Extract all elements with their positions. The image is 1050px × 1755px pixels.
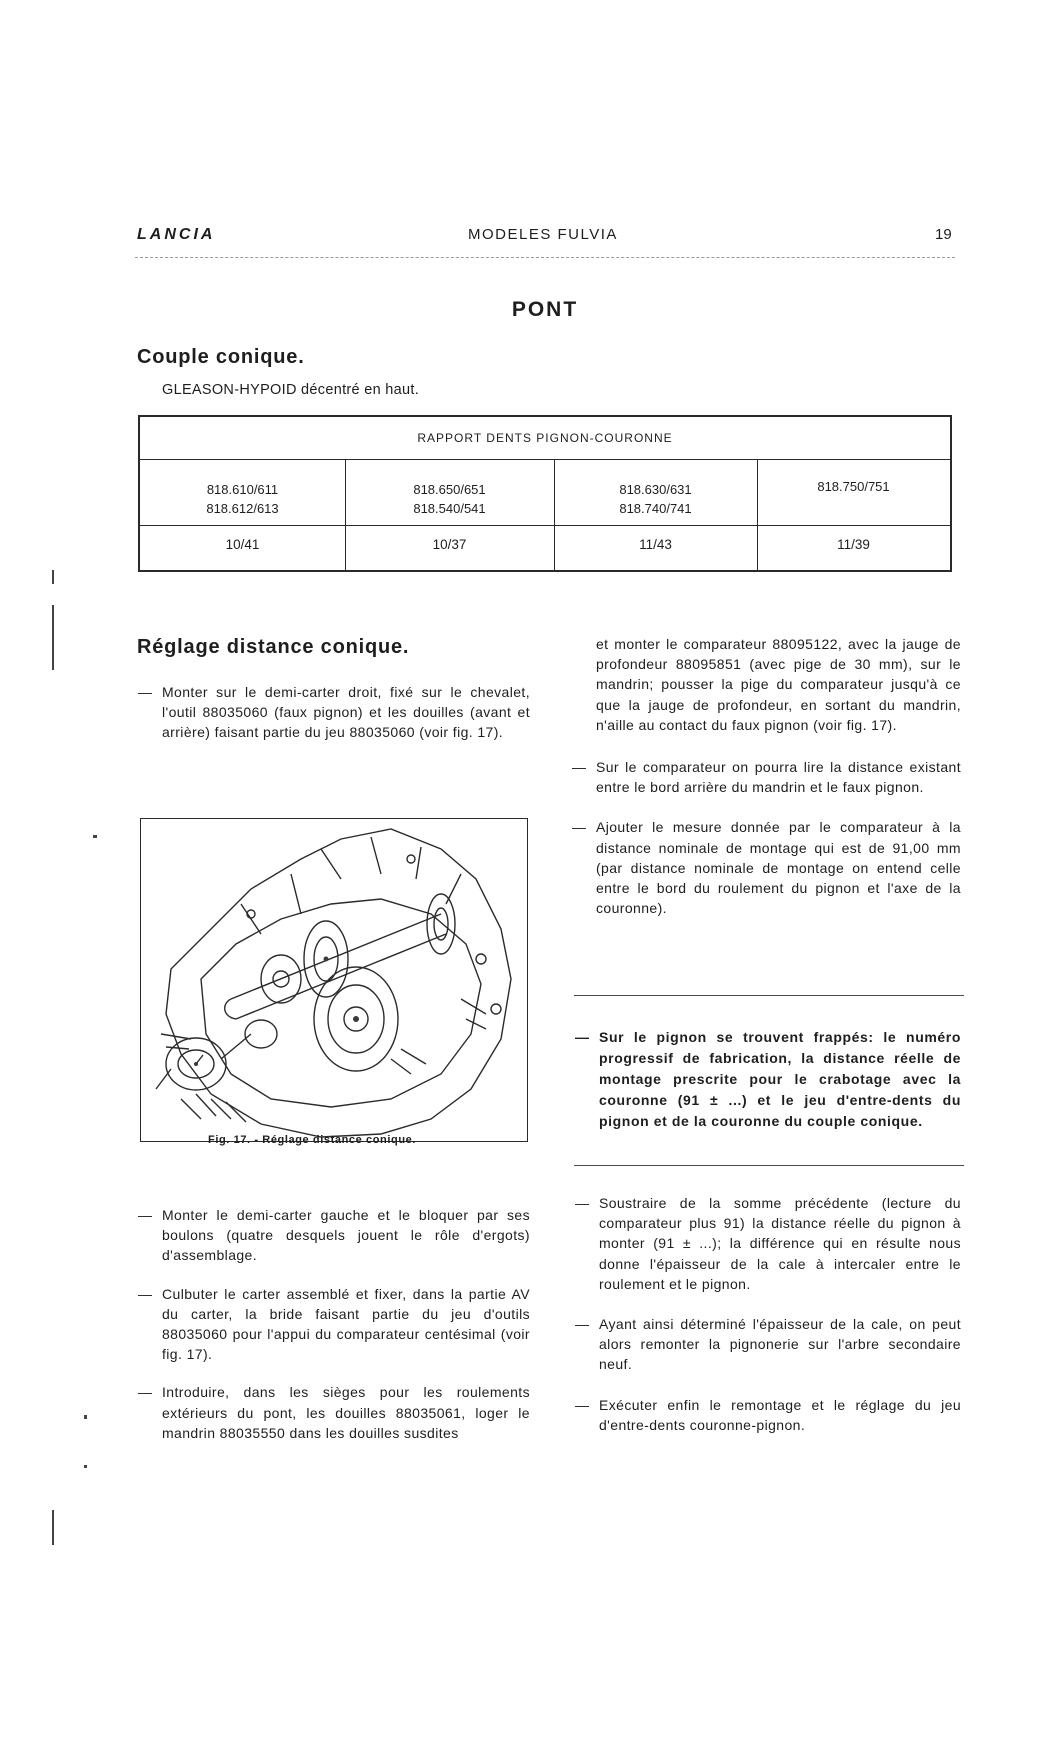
- model-code: 818.740/741: [619, 501, 692, 516]
- dash-marker: —: [138, 1285, 153, 1302]
- figure-caption: Fig. 17. - Réglage distance conique.: [208, 1134, 417, 1146]
- paragraph-text: Introduire, dans les sièges pour les roulements extérieurs du pont, les douilles 88035061, loger le mandrin 88035550 dans les douilles susdites: [162, 1384, 530, 1441]
- scan-mark: [93, 835, 97, 838]
- right-text-block-1: [572, 634, 961, 918]
- dash-marker: —: [138, 1384, 153, 1401]
- paragraph-text: Exécuter enfin le remontage et le réglage du jeu d'entre-dents couronne-pignon.: [599, 1396, 961, 1433]
- list-item: [575, 1193, 961, 1294]
- note-rule-top: [574, 995, 964, 996]
- dash-marker: —: [572, 819, 587, 836]
- model-code: 818.630/631: [619, 482, 692, 497]
- list-item: [575, 1027, 961, 1132]
- paragraph-text: Culbuter le carter assemblé et fixer, dans la partie AV du carter, la bride faisant partie du jeu d'outils 88035060 pour l'appui du comparateur centésimal (voir fig. 17).: [162, 1285, 530, 1363]
- figure-illustration: [140, 818, 528, 1142]
- model-code: 818.750/751: [817, 479, 890, 494]
- table-divider: [757, 459, 758, 570]
- table-rule: [140, 525, 345, 526]
- left-text-block-1: [138, 682, 530, 743]
- dash-marker: —: [138, 1207, 153, 1223]
- dash-marker: —: [575, 1316, 590, 1333]
- table-rule: [554, 525, 757, 526]
- table-cell-ratio: 10/37: [432, 537, 467, 552]
- left-text-block-2: [138, 1205, 530, 1443]
- list-item: [575, 1395, 961, 1435]
- paragraph-text: Monter sur le demi-carter droit, fixé sur le chevalet, l'outil 88035060 (faux pignon) et les douilles (avant et arrière) faisant partie du jeu 88035060 (voir fig. 17).: [162, 684, 530, 741]
- model-code: 818.612/613: [206, 501, 279, 516]
- brand-logo-text: LANCIA: [137, 226, 216, 243]
- paragraph-text: et monter le comparateur 88095122, avec la jauge de profondeur 88095851 (avec pige de 30 mm), sur le mandrin; pousser la pige du comparateur jusqu'à ce que la jauge de profondeur, en sortant du mandrin, n'aille au contact du faux pignon (voir fig. 17).: [596, 636, 961, 733]
- table-cell-models: [554, 480, 757, 518]
- paragraph-text: Monter le demi-carter gauche et le bloquer par ses boulons (quatre desquels jouent le rôle d'ergots) d'assemblage.: [162, 1207, 530, 1264]
- dash-marker: —: [575, 1195, 590, 1211]
- dash-marker: —: [572, 759, 587, 776]
- model-code: 818.610/611: [206, 482, 279, 497]
- running-header: MODELES FULVIA: [468, 226, 618, 243]
- couple-heading: Couple conique.: [137, 346, 305, 368]
- paragraph-text: Soustraire de la somme précédente (lecture du comparateur plus 91) la distance réelle du pignon à monter (91 ± ...); la différence qui en résulte nous donne l'épaisseur de la cale à intercaler entre le roulement et le pignon.: [599, 1195, 961, 1292]
- list-item: [575, 1314, 961, 1375]
- gearbox-drawing: [141, 819, 527, 1141]
- list-item: [572, 757, 961, 797]
- list-item: [138, 1205, 530, 1266]
- paragraph-text: Ayant ainsi déterminé l'épaisseur de la cale, on peut alors remonter la pignonerie sur l'arbre secondaire neuf.: [599, 1316, 961, 1373]
- right-text-block-2: [575, 1193, 961, 1435]
- list-item: [572, 817, 961, 918]
- scan-mark: [84, 1415, 87, 1419]
- note-rule-bottom: [574, 1165, 964, 1166]
- reglage-heading: Réglage distance conique.: [137, 636, 410, 658]
- paragraph-continued: [596, 634, 961, 735]
- scan-mark: [52, 605, 54, 670]
- ratio-table: [138, 415, 952, 572]
- couple-subtitle: GLEASON-HYPOID décentré en haut.: [162, 382, 420, 398]
- table-cell-ratio: 11/43: [639, 537, 672, 552]
- table-cell-models: [345, 480, 554, 518]
- page-number: 19: [935, 226, 952, 243]
- table-cell-models: [140, 480, 345, 518]
- paragraph-text: Ajouter le mesure donnée par le comparateur à la distance nominale de montage qui est de 91,00 mm (par distance nominale de montage on entend celle entre le bord du roulement du pignon et l'axe de la couronne).: [596, 819, 961, 917]
- scan-mark: [52, 570, 54, 584]
- list-item: [138, 1284, 530, 1365]
- model-code: 818.650/651: [413, 482, 486, 497]
- dash-marker: —: [575, 1029, 590, 1045]
- scan-mark: [52, 1510, 54, 1545]
- table-cell-models: [757, 477, 950, 496]
- model-code: 818.540/541: [413, 501, 486, 516]
- table-cell-ratio: 10/41: [225, 537, 260, 552]
- table-rule: [345, 525, 554, 526]
- paragraph-text: Sur le pignon se trouvent frappés: le numéro progressif de fabrication, la distance réelle de montage prescrite pour le crabotage avec la couronne (91 ± ...) et le jeu d'entre-dents du pignon et de la couronne du couple conique.: [599, 1029, 961, 1129]
- table-rule: [757, 525, 950, 526]
- important-note: [575, 1027, 961, 1132]
- paragraph-text: Sur le comparateur on pourra lire la distance existant entre le bord arrière du mandrin et le faux pignon.: [596, 759, 961, 796]
- list-item: [138, 1382, 530, 1443]
- page-title: PONT: [511, 298, 579, 321]
- table-caption: RAPPORT DENTS PIGNON-COURONNE: [417, 431, 673, 445]
- dash-marker: —: [138, 684, 153, 700]
- scan-mark: [84, 1465, 87, 1468]
- table-cell-ratio: 11/39: [837, 537, 870, 552]
- dash-marker: —: [575, 1396, 590, 1413]
- header-rule: [135, 257, 955, 258]
- list-item: [138, 682, 530, 743]
- table-rule: [140, 459, 950, 460]
